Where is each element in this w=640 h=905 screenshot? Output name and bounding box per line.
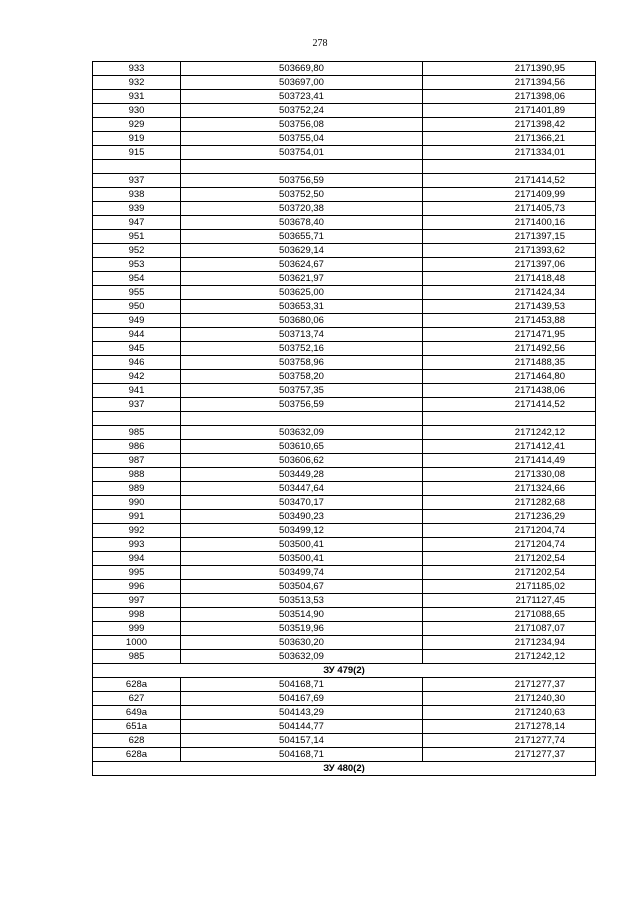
point-number-cell: 945 [93, 342, 181, 356]
point-number-cell: 628а [93, 678, 181, 692]
point-number-cell: 931 [93, 90, 181, 104]
x-coordinate-cell: 503449,28 [181, 468, 423, 482]
x-coordinate-cell: 504157,14 [181, 734, 423, 748]
table-row [93, 510, 596, 524]
x-coordinate-cell: 503756,59 [181, 398, 423, 412]
table-row [93, 440, 596, 454]
blank-cell [93, 412, 181, 426]
table-row [93, 706, 596, 720]
x-coordinate-cell: 503606,62 [181, 454, 423, 468]
point-number-cell: 993 [93, 538, 181, 552]
table-row [93, 230, 596, 244]
y-coordinate-cell: 2171453,88 [423, 314, 596, 328]
y-coordinate-cell: 2171414,52 [423, 174, 596, 188]
table-row [93, 636, 596, 650]
point-number-cell: 954 [93, 272, 181, 286]
point-number-cell: 937 [93, 174, 181, 188]
y-coordinate-cell: 2171418,48 [423, 272, 596, 286]
x-coordinate-cell: 503632,09 [181, 426, 423, 440]
blank-cell [181, 160, 423, 174]
x-coordinate-cell: 503758,96 [181, 356, 423, 370]
section-header-row [93, 664, 596, 678]
section-header-cell: ЗУ 480(2) [93, 762, 596, 776]
coordinates-table [92, 61, 596, 776]
point-number-cell: 628 [93, 734, 181, 748]
point-number-cell: 994 [93, 552, 181, 566]
table-row [93, 216, 596, 230]
table-row [93, 384, 596, 398]
x-coordinate-cell: 503756,08 [181, 118, 423, 132]
x-coordinate-cell: 503697,00 [181, 76, 423, 90]
table-row [93, 286, 596, 300]
x-coordinate-cell: 503447,64 [181, 482, 423, 496]
table-row [93, 524, 596, 538]
point-number-cell: 998 [93, 608, 181, 622]
blank-cell [181, 412, 423, 426]
point-number-cell: 995 [93, 566, 181, 580]
x-coordinate-cell: 504168,71 [181, 678, 423, 692]
point-number-cell: 949 [93, 314, 181, 328]
y-coordinate-cell: 2171202,54 [423, 566, 596, 580]
x-coordinate-cell: 503513,53 [181, 594, 423, 608]
x-coordinate-cell: 503757,35 [181, 384, 423, 398]
point-number-cell: 991 [93, 510, 181, 524]
x-coordinate-cell: 503756,59 [181, 174, 423, 188]
point-number-cell: 985 [93, 650, 181, 664]
x-coordinate-cell: 503669,80 [181, 62, 423, 76]
point-number-cell: 919 [93, 132, 181, 146]
table-row [93, 370, 596, 384]
x-coordinate-cell: 503754,01 [181, 146, 423, 160]
y-coordinate-cell: 2171127,45 [423, 594, 596, 608]
y-coordinate-cell: 2171414,49 [423, 454, 596, 468]
x-coordinate-cell: 503610,65 [181, 440, 423, 454]
table-row [93, 328, 596, 342]
table-row [93, 174, 596, 188]
table-row [93, 580, 596, 594]
table-row [93, 594, 596, 608]
y-coordinate-cell: 2171185,02 [423, 580, 596, 594]
y-coordinate-cell: 2171492,56 [423, 342, 596, 356]
x-coordinate-cell: 503758,20 [181, 370, 423, 384]
x-coordinate-cell: 503470,17 [181, 496, 423, 510]
point-number-cell: 915 [93, 146, 181, 160]
x-coordinate-cell: 504167,69 [181, 692, 423, 706]
table-row [93, 272, 596, 286]
blank-row [93, 412, 596, 426]
table-row [93, 314, 596, 328]
table-row [93, 678, 596, 692]
point-number-cell: 996 [93, 580, 181, 594]
y-coordinate-cell: 2171277,37 [423, 748, 596, 762]
y-coordinate-cell: 2171414,52 [423, 398, 596, 412]
y-coordinate-cell: 2171409,99 [423, 188, 596, 202]
table-row [93, 76, 596, 90]
y-coordinate-cell: 2171278,14 [423, 720, 596, 734]
x-coordinate-cell: 503490,23 [181, 510, 423, 524]
point-number-cell: 628а [93, 748, 181, 762]
y-coordinate-cell: 2171282,68 [423, 496, 596, 510]
y-coordinate-cell: 2171366,21 [423, 132, 596, 146]
x-coordinate-cell: 503755,04 [181, 132, 423, 146]
table-row [93, 552, 596, 566]
point-number-cell: 941 [93, 384, 181, 398]
y-coordinate-cell: 2171234,94 [423, 636, 596, 650]
point-number-cell: 932 [93, 76, 181, 90]
point-number-cell: 987 [93, 454, 181, 468]
x-coordinate-cell: 503519,96 [181, 622, 423, 636]
y-coordinate-cell: 2171398,42 [423, 118, 596, 132]
table-row [93, 90, 596, 104]
point-number-cell: 997 [93, 594, 181, 608]
x-coordinate-cell: 503499,12 [181, 524, 423, 538]
table-row [93, 300, 596, 314]
y-coordinate-cell: 2171439,53 [423, 300, 596, 314]
y-coordinate-cell: 2171405,73 [423, 202, 596, 216]
x-coordinate-cell: 503680,06 [181, 314, 423, 328]
y-coordinate-cell: 2171330,08 [423, 468, 596, 482]
y-coordinate-cell: 2171488,35 [423, 356, 596, 370]
y-coordinate-cell: 2171400,16 [423, 216, 596, 230]
x-coordinate-cell: 504143,29 [181, 706, 423, 720]
x-coordinate-cell: 503624,67 [181, 258, 423, 272]
point-number-cell: 929 [93, 118, 181, 132]
y-coordinate-cell: 2171240,30 [423, 692, 596, 706]
point-number-cell: 999 [93, 622, 181, 636]
x-coordinate-cell: 503653,31 [181, 300, 423, 314]
section-header-cell: ЗУ 479(2) [93, 664, 596, 678]
y-coordinate-cell: 2171334,01 [423, 146, 596, 160]
table-row [93, 734, 596, 748]
blank-cell [93, 160, 181, 174]
table-row [93, 496, 596, 510]
y-coordinate-cell: 2171204,74 [423, 538, 596, 552]
x-coordinate-cell: 503621,97 [181, 272, 423, 286]
x-coordinate-cell: 504168,71 [181, 748, 423, 762]
point-number-cell: 944 [93, 328, 181, 342]
section-header-row [93, 762, 596, 776]
y-coordinate-cell: 2171401,89 [423, 104, 596, 118]
point-number-cell: 989 [93, 482, 181, 496]
point-number-cell: 939 [93, 202, 181, 216]
table-row [93, 202, 596, 216]
table-row [93, 454, 596, 468]
table-row [93, 650, 596, 664]
point-number-cell: 951 [93, 230, 181, 244]
y-coordinate-cell: 2171242,12 [423, 650, 596, 664]
point-number-cell: 990 [93, 496, 181, 510]
y-coordinate-cell: 2171236,29 [423, 510, 596, 524]
y-coordinate-cell: 2171464,80 [423, 370, 596, 384]
point-number-cell: 649а [93, 706, 181, 720]
table-row [93, 118, 596, 132]
point-number-cell: 938 [93, 188, 181, 202]
coordinates-table-body [93, 62, 596, 776]
table-row [93, 748, 596, 762]
x-coordinate-cell: 503752,16 [181, 342, 423, 356]
blank-cell [423, 412, 596, 426]
x-coordinate-cell: 503499,74 [181, 566, 423, 580]
y-coordinate-cell: 2171471,95 [423, 328, 596, 342]
x-coordinate-cell: 503678,40 [181, 216, 423, 230]
x-coordinate-cell: 503629,14 [181, 244, 423, 258]
y-coordinate-cell: 2171394,56 [423, 76, 596, 90]
point-number-cell: 937 [93, 398, 181, 412]
point-number-cell: 986 [93, 440, 181, 454]
x-coordinate-cell: 503723,41 [181, 90, 423, 104]
point-number-cell: 946 [93, 356, 181, 370]
table-row [93, 468, 596, 482]
table-row [93, 426, 596, 440]
x-coordinate-cell: 503720,38 [181, 202, 423, 216]
point-number-cell: 947 [93, 216, 181, 230]
y-coordinate-cell: 2171412,41 [423, 440, 596, 454]
x-coordinate-cell: 503630,20 [181, 636, 423, 650]
x-coordinate-cell: 503514,90 [181, 608, 423, 622]
x-coordinate-cell: 503504,67 [181, 580, 423, 594]
point-number-cell: 1000 [93, 636, 181, 650]
y-coordinate-cell: 2171277,37 [423, 678, 596, 692]
table-row [93, 188, 596, 202]
x-coordinate-cell: 504144,77 [181, 720, 423, 734]
y-coordinate-cell: 2171398,06 [423, 90, 596, 104]
table-row [93, 146, 596, 160]
point-number-cell: 930 [93, 104, 181, 118]
y-coordinate-cell: 2171088,65 [423, 608, 596, 622]
y-coordinate-cell: 2171397,15 [423, 230, 596, 244]
y-coordinate-cell: 2171324,66 [423, 482, 596, 496]
table-row [93, 538, 596, 552]
point-number-cell: 950 [93, 300, 181, 314]
blank-cell [423, 160, 596, 174]
table-row [93, 482, 596, 496]
y-coordinate-cell: 2171438,06 [423, 384, 596, 398]
point-number-cell: 933 [93, 62, 181, 76]
y-coordinate-cell: 2171087,07 [423, 622, 596, 636]
y-coordinate-cell: 2171397,06 [423, 258, 596, 272]
table-row [93, 104, 596, 118]
point-number-cell: 955 [93, 286, 181, 300]
x-coordinate-cell: 503752,24 [181, 104, 423, 118]
x-coordinate-cell: 503500,41 [181, 552, 423, 566]
point-number-cell: 988 [93, 468, 181, 482]
y-coordinate-cell: 2171277,74 [423, 734, 596, 748]
table-row [93, 356, 596, 370]
point-number-cell: 985 [93, 426, 181, 440]
y-coordinate-cell: 2171393,62 [423, 244, 596, 258]
point-number-cell: 942 [93, 370, 181, 384]
point-number-cell: 627 [93, 692, 181, 706]
table-row [93, 342, 596, 356]
table-row [93, 720, 596, 734]
y-coordinate-cell: 2171390,95 [423, 62, 596, 76]
y-coordinate-cell: 2171204,74 [423, 524, 596, 538]
x-coordinate-cell: 503632,09 [181, 650, 423, 664]
table-row [93, 244, 596, 258]
y-coordinate-cell: 2171424,34 [423, 286, 596, 300]
table-row [93, 258, 596, 272]
y-coordinate-cell: 2171240,63 [423, 706, 596, 720]
table-row [93, 62, 596, 76]
page-number: 278 [312, 38, 328, 49]
x-coordinate-cell: 503655,71 [181, 230, 423, 244]
x-coordinate-cell: 503713,74 [181, 328, 423, 342]
x-coordinate-cell: 503752,50 [181, 188, 423, 202]
point-number-cell: 992 [93, 524, 181, 538]
table-row [93, 566, 596, 580]
point-number-cell: 952 [93, 244, 181, 258]
y-coordinate-cell: 2171242,12 [423, 426, 596, 440]
blank-row [93, 160, 596, 174]
table-row [93, 608, 596, 622]
point-number-cell: 651а [93, 720, 181, 734]
point-number-cell: 953 [93, 258, 181, 272]
table-row [93, 132, 596, 146]
table-row [93, 398, 596, 412]
table-row [93, 622, 596, 636]
x-coordinate-cell: 503625,00 [181, 286, 423, 300]
x-coordinate-cell: 503500,41 [181, 538, 423, 552]
table-row [93, 692, 596, 706]
y-coordinate-cell: 2171202,54 [423, 552, 596, 566]
